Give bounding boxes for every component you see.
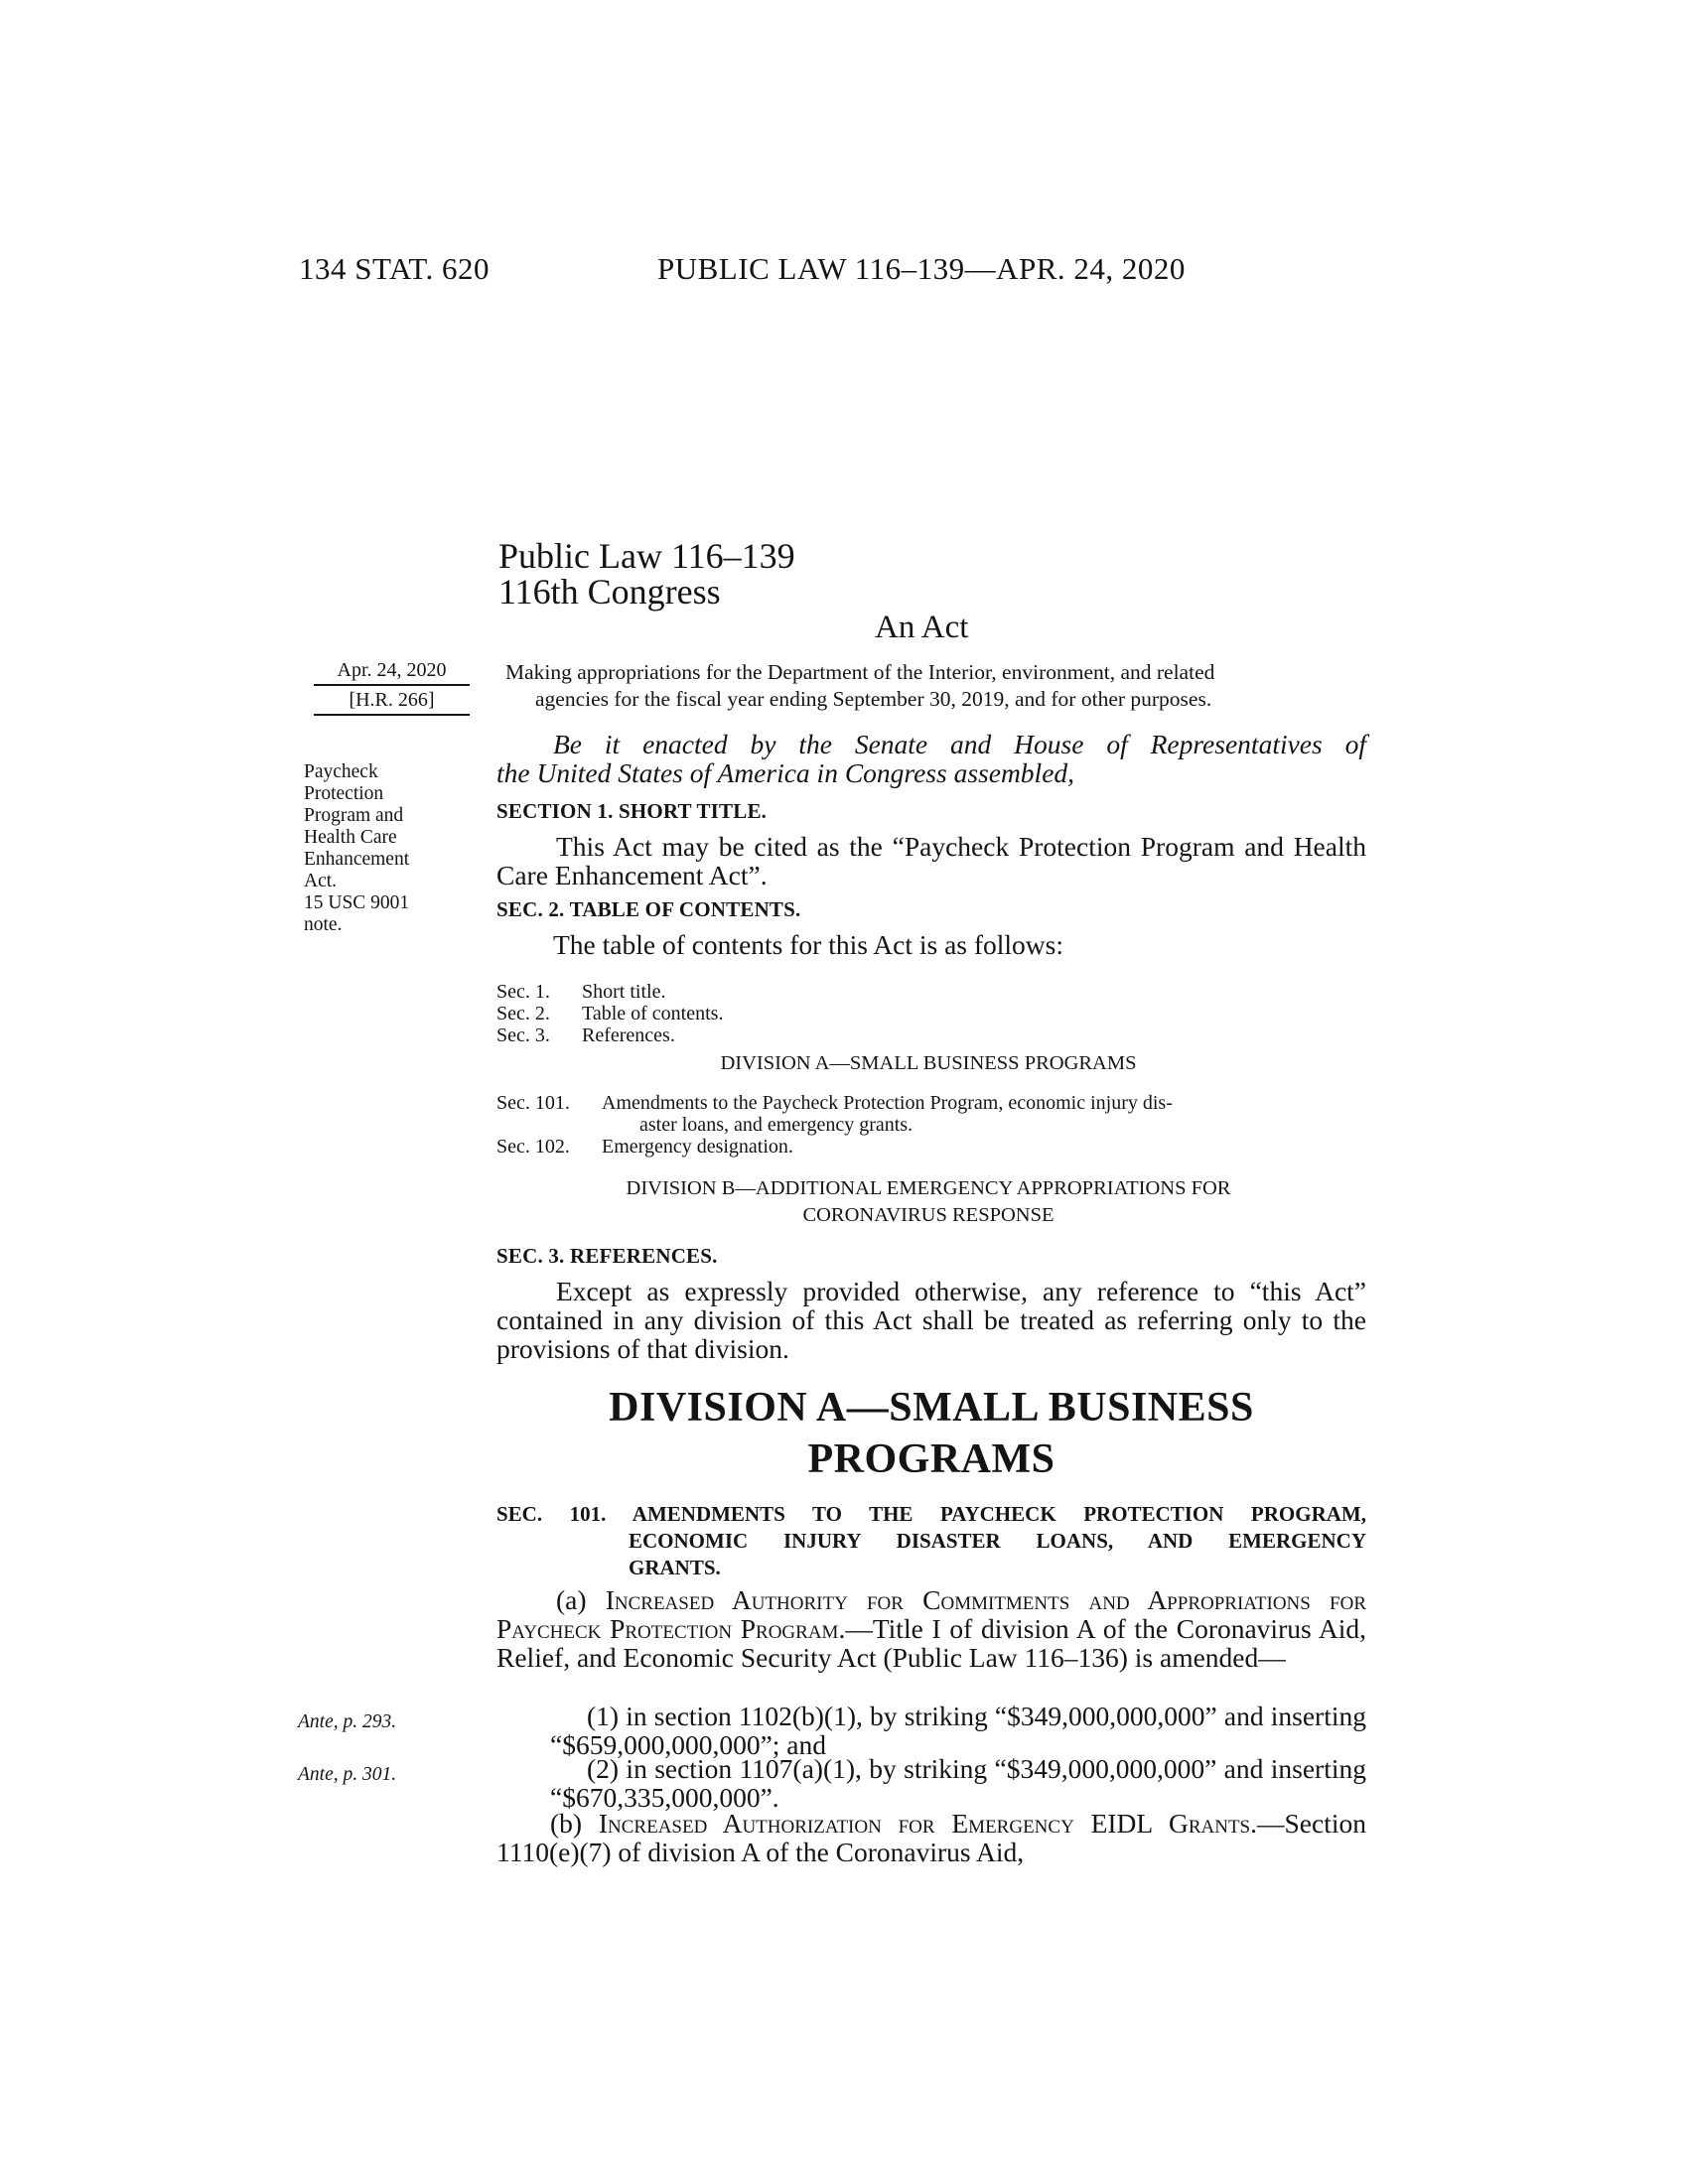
margin-note-line: Program and (304, 805, 404, 826)
margin-bill-number: [H.R. 266] (349, 689, 435, 711)
toc-division-a-entries (496, 1092, 1370, 1158)
running-title: PUBLIC LAW 116–139—APR. 24, 2020 (657, 251, 1186, 286)
enacting-line-1: Be it enacted by the Senate and House of Representatives of (553, 729, 1366, 759)
enacting-line-2: the United States of America in Congress assembled, (496, 757, 1075, 788)
subsection-text: —Section 1110(e)(7) of division A of the Coronavirus Aid, (496, 1808, 1366, 1867)
margin-note-line: 15 USC 9001 (304, 892, 410, 913)
toc-label: Sec. 1. (496, 981, 550, 1003)
subsection-text: —Title I of division A of the Coronavirus Aid, Relief, and Economic Security Act (Public Law 116–136) is amended— (496, 1613, 1366, 1673)
table-of-contents (496, 981, 1370, 1046)
toc-title-line: Amendments to the Paycheck Protection Program, economic injury dis- (602, 1092, 1173, 1114)
subsection-label: (a) (556, 1584, 587, 1615)
toc-division-b-line: CORONAVIRUS RESPONSE (802, 1204, 1055, 1226)
act-purpose (505, 659, 1359, 713)
congress: 116th Congress (498, 572, 721, 612)
margin-note-line: Enhancement (304, 849, 410, 870)
margin-note-line: Protection (304, 783, 384, 804)
section-101-heading-line: ECONOMIC INJURY DISASTER LOANS, AND EMERGENCY (629, 1529, 1366, 1553)
subsection-label: (b) (550, 1808, 583, 1839)
paragraph-text: (2) in section 1107(a)(1), by striking “$349,000,000,000” and inserting “$670,335,000,000”. (550, 1753, 1366, 1813)
paragraph-a2 (550, 1754, 1366, 1812)
toc-entry (496, 1024, 1370, 1046)
toc-label: Sec. 101. (496, 1092, 570, 1114)
toc-label: Sec. 3. (496, 1024, 550, 1046)
law-number: Public Law 116–139 (498, 536, 795, 576)
margin-note-line: Paycheck (304, 761, 378, 782)
toc-label: Sec. 102. (496, 1136, 570, 1158)
toc-entry (496, 1003, 1370, 1024)
margin-note-line: Health Care (304, 827, 397, 848)
section-101-a (496, 1585, 1366, 1672)
section-1-text: This Act may be cited as the “Paycheck Protection Program and Health Care Enhancement Act”. (496, 831, 1366, 890)
section-101-heading-line: SEC. 101. AMENDMENTS TO THE PAYCHECK PROTECTION PROGRAM, (496, 1502, 1366, 1526)
toc-division-b (496, 1175, 1360, 1229)
section-3-heading: SEC. 3. REFERENCES. (496, 1244, 718, 1268)
act-label: An Act (875, 610, 969, 645)
subsection-heading: Increased Authorization for Emergency EIDL Grants. (598, 1808, 1257, 1839)
toc-title-line: aster loans, and emergency grants. (639, 1114, 914, 1136)
margin-note-ante-1: Ante, p. 293. (298, 1711, 397, 1732)
toc-entry (496, 1092, 1370, 1136)
margin-note-ante-2: Ante, p. 301. (298, 1764, 397, 1785)
paragraph-text: (1) in section 1102(b)(1), by striking “$349,000,000,000” and inserting “$659,000,000,000”; and (550, 1701, 1366, 1760)
toc-title (602, 1092, 1370, 1136)
toc-intro: The table of contents for this Act is as follows: (553, 929, 1064, 960)
margin-note-line: Act. (304, 871, 338, 891)
margin-note-short-title (304, 761, 453, 936)
paragraph-a1 (550, 1702, 1366, 1759)
section-101-heading-line: GRANTS. (629, 1556, 721, 1579)
subsection-heading: Increased Authority for Commitments and Appropriations for Paycheck Protection Program. (496, 1584, 1366, 1644)
toc-title: Table of contents. (582, 1003, 724, 1024)
section-1-heading: SECTION 1. SHORT TITLE. (496, 799, 768, 823)
margin-rule-top (314, 684, 470, 686)
toc-title: Emergency designation. (602, 1136, 793, 1158)
section-3-text: Except as expressly provided otherwise, any reference to “this Act” contained in any division of this Act shall be treated as referring only to the provisions of that division. (496, 1276, 1366, 1364)
toc-label: Sec. 2. (496, 1003, 550, 1024)
margin-date: Apr. 24, 2020 (337, 659, 447, 681)
margin-rule-bottom (314, 714, 470, 716)
margin-note-line: note. (304, 914, 343, 935)
division-title-line: PROGRAMS (807, 1436, 1055, 1482)
section-101-heading (496, 1501, 1366, 1581)
toc-title: Short title. (582, 981, 666, 1003)
toc-entry (496, 981, 1370, 1003)
purpose-line-2: agencies for the fiscal year ending September 30, 2019, and for other purposes. (535, 687, 1212, 711)
section-2-heading: SEC. 2. TABLE OF CONTENTS. (496, 897, 801, 921)
enacting-clause (496, 730, 1366, 787)
toc-entry (496, 1136, 1370, 1158)
toc-division-a: DIVISION A—SMALL BUSINESS PROGRAMS (720, 1052, 1137, 1074)
toc-division-b-line: DIVISION B—ADDITIONAL EMERGENCY APPROPRIATIONS FOR (626, 1177, 1231, 1199)
division-title-line: DIVISION A—SMALL BUSINESS (609, 1385, 1254, 1431)
division-a-title (496, 1382, 1366, 1485)
toc-title: References. (582, 1024, 675, 1046)
section-101-b (496, 1809, 1366, 1866)
purpose-line-1: Making appropriations for the Department of the Interior, environment, and related (505, 660, 1215, 684)
stat-page-number: 134 STAT. 620 (299, 251, 491, 286)
